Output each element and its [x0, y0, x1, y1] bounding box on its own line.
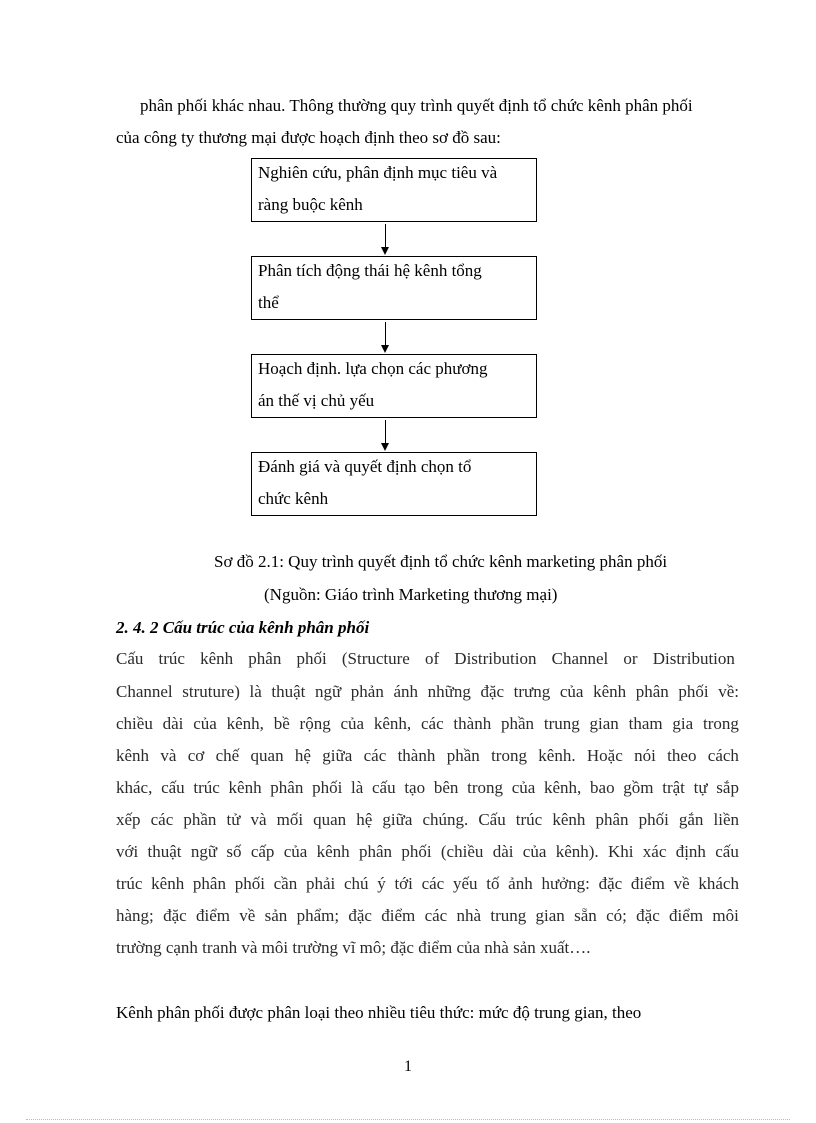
paragraph-word: nhà: [456, 906, 482, 925]
flow-step-3: [251, 354, 537, 418]
paragraph-word: struture): [182, 682, 240, 701]
paragraph-word: cấu: [161, 778, 185, 797]
flow-step-3-line-2: án thế vị chủ yếu: [258, 391, 375, 410]
paragraph-line: [116, 873, 739, 895]
paragraph-word: tạo: [404, 778, 426, 797]
paragraph-word: kênh: [552, 810, 586, 829]
paragraph-word: Cấu: [116, 649, 144, 668]
paragraph-line: [116, 648, 735, 670]
paragraph-word: theo: [667, 746, 697, 765]
paragraph-word: về: [239, 906, 256, 925]
paragraph-line: [116, 713, 739, 735]
paragraph-word: Channel: [551, 649, 609, 668]
paragraph-word: phân: [192, 874, 226, 893]
paragraph-word: kênh: [151, 874, 185, 893]
paragraph-word: tự: [693, 778, 708, 797]
paragraph-word: hệ: [356, 810, 373, 829]
flow-step-1-line-2: ràng buộc kênh: [258, 195, 363, 214]
paragraph-word: đặc: [480, 682, 505, 701]
paragraph-word: các: [150, 810, 174, 829]
paragraph-word: gian: [535, 906, 565, 925]
paragraph-line: [116, 841, 739, 863]
flow-step-1-line-1: Nghiên cứu, phân định mục tiêu và: [258, 163, 498, 182]
flow-arrow-3: [385, 420, 387, 451]
paragraph-word: phối: [638, 810, 669, 829]
paragraph-word: bên: [433, 778, 459, 797]
paragraph-word: xác: [642, 842, 667, 861]
paragraph-word: đặc: [348, 906, 372, 925]
paragraph-line: [116, 745, 739, 767]
paragraph-word: điểm: [669, 906, 704, 925]
paragraph-word: Distribution: [652, 649, 735, 668]
flow-arrow-2: [385, 322, 387, 353]
paragraph-word: số: [226, 842, 242, 861]
paragraph-word: phải: [305, 874, 336, 893]
footer-divider: [26, 1119, 790, 1120]
paragraph-word: là: [351, 778, 364, 797]
paragraph-word: chế: [215, 746, 240, 765]
paragraph-word: của: [559, 682, 584, 701]
paragraph-word: kênh,: [544, 778, 582, 797]
paragraph-word: trong: [702, 714, 739, 733]
paragraph-word: sắp: [716, 778, 739, 797]
paragraph-word: giữa: [322, 746, 353, 765]
paragraph-word: những: [427, 682, 471, 701]
paragraph-word: gian: [589, 714, 619, 733]
paragraph-word: phối: [401, 842, 432, 861]
paragraph-word: của: [283, 842, 308, 861]
paragraph-word: khác,: [116, 778, 153, 797]
paragraph-word: với: [116, 842, 139, 861]
paragraph-word: kênh: [228, 778, 262, 797]
paragraph-word: và: [250, 810, 267, 829]
paragraph-word: phẩm;: [296, 906, 340, 925]
intro-line-1: phân phối khác nhau. Thông thường quy trình quyết định tổ chức kênh phân phối: [140, 96, 693, 115]
paragraph-word: trúc: [193, 778, 220, 797]
paragraph-word: định: [675, 842, 706, 861]
paragraph-word: của: [193, 714, 217, 733]
paragraph-word: rộng: [299, 714, 331, 733]
paragraph-word: trúc: [158, 649, 185, 668]
paragraph-word: thuật: [271, 682, 306, 701]
paragraph-word: kênh,: [226, 714, 264, 733]
paragraph-word: (chiều: [440, 842, 484, 861]
paragraph-word: ảnh: [508, 874, 533, 893]
paragraph-word: quan: [250, 746, 284, 765]
paragraph-word: trung: [543, 714, 580, 733]
paragraph-word: trong: [491, 746, 527, 765]
paragraph-word: phối: [234, 874, 265, 893]
paragraph-word: kênh: [316, 842, 350, 861]
paragraph-word: trúc: [515, 810, 543, 829]
paragraph-word: or: [623, 649, 638, 668]
paragraph-word: giữa: [382, 810, 413, 829]
paragraph-word: điểm: [381, 906, 416, 925]
paragraph-word: trúc: [116, 874, 143, 893]
paragraph-word: sẵn: [574, 906, 597, 925]
page-number: 1: [404, 1058, 412, 1075]
paragraph-word: về:: [718, 682, 739, 701]
paragraph-word: kênh: [593, 682, 627, 701]
paragraph-word: phối: [296, 649, 327, 668]
paragraph-word: kênh: [116, 746, 150, 765]
paragraph-word: phân: [595, 810, 629, 829]
flow-arrow-1: [385, 224, 387, 255]
paragraph-word: cơ: [187, 746, 205, 765]
paragraph-word: thành: [453, 714, 492, 733]
paragraph-word: chúng.: [422, 810, 469, 829]
paragraph-word: chiều: [116, 714, 153, 733]
paragraph-word: trưng: [513, 682, 551, 701]
paragraph-word: hàng;: [116, 906, 154, 925]
paragraph-word: đặc: [163, 906, 187, 925]
paragraph-word: của: [340, 714, 365, 733]
paragraph-word: Hoặc: [586, 746, 623, 765]
paragraph-word: kênh).: [555, 842, 599, 861]
paragraph-word: phần: [446, 746, 480, 765]
paragraph-word: của: [511, 778, 536, 797]
paragraph-word: phân: [270, 778, 304, 797]
paragraph-word: khách: [698, 874, 739, 893]
paragraph-word: liền: [713, 810, 739, 829]
paragraph-word: yếu: [452, 874, 478, 893]
paragraph-word: Cấu: [478, 810, 506, 829]
paragraph-word: ánh: [393, 682, 418, 701]
paragraph-word: cấu: [715, 842, 739, 861]
paragraph-word: bề: [273, 714, 290, 733]
paragraph-word: dài: [162, 714, 184, 733]
paragraph-word: (Structure: [341, 649, 410, 668]
closing-line: Kênh phân phối được phân loại theo nhiều tiêu thức: mức độ trung gian, theo: [116, 1003, 642, 1022]
paragraph-word: trong: [467, 778, 503, 797]
paragraph-word: kênh: [200, 649, 234, 668]
paragraph-word: phối: [678, 682, 709, 701]
diagram-caption: Sơ đồ 2.1: Quy trình quyết định tổ chức kênh marketing phân phối: [214, 552, 668, 571]
paragraph-word: phản: [350, 682, 384, 701]
flow-step-2: [251, 256, 537, 320]
paragraph-word: thành: [397, 746, 436, 765]
paragraph-word: xếp: [116, 810, 141, 829]
paragraph-word: các: [424, 906, 448, 925]
paragraph-word: trung: [490, 906, 527, 925]
paragraph-word: Distribution: [454, 649, 537, 668]
paragraph-word: gắn: [678, 810, 704, 829]
paragraph-word: hệ: [294, 746, 311, 765]
paragraph-word: dài: [492, 842, 514, 861]
flow-step-2-line-2: thể: [258, 293, 279, 312]
paragraph-word: môi: [712, 906, 739, 925]
paragraph-word: của: [522, 842, 547, 861]
paragraph-word: kênh.: [538, 746, 576, 765]
paragraph-word: tới: [394, 874, 413, 893]
paragraph-word: quan: [313, 810, 347, 829]
paragraph-word: nói: [634, 746, 656, 765]
paragraph-word: các: [420, 714, 444, 733]
paragraph-word: ý: [377, 874, 386, 893]
paragraph-word: trật: [662, 778, 685, 797]
paragraph-word: bao: [590, 778, 615, 797]
paragraph-word: phân: [248, 649, 282, 668]
flow-step-3-line-1: Hoạch định. lựa chọn các phương: [258, 359, 488, 378]
paragraph-word: có;: [606, 906, 627, 925]
paragraph-word: phần: [501, 714, 535, 733]
paragraph-word: điểm: [195, 906, 230, 925]
paragraph-word: phân: [635, 682, 669, 701]
paragraph-word: các: [363, 746, 387, 765]
paragraph-word: phân: [358, 842, 393, 861]
paragraph-line: [116, 809, 739, 831]
paragraph-word: sản: [264, 906, 288, 925]
paragraph-word: về: [673, 874, 690, 893]
paragraph-word: cần: [273, 874, 298, 893]
paragraph-line: [116, 905, 739, 927]
paragraph-word: cấu: [372, 778, 396, 797]
paragraph-word: các: [421, 874, 445, 893]
paragraph-word: đặc: [598, 874, 623, 893]
paragraph-word: cách: [707, 746, 739, 765]
paragraph-word: điểm: [630, 874, 665, 893]
paragraph-word: thuật: [147, 842, 182, 861]
paragraph-word: phần: [183, 810, 217, 829]
flow-step-1: [251, 158, 537, 222]
flow-step-4-line-1: Đánh giá và quyết định chọn tổ: [258, 457, 472, 476]
paragraph-word: Channel: [116, 682, 173, 701]
paragraph-word: tham: [628, 714, 663, 733]
paragraph-line: [116, 681, 739, 703]
paragraph-line: [116, 777, 739, 799]
paragraph-word: mối: [276, 810, 304, 829]
paragraph-word: phối: [312, 778, 343, 797]
paragraph-word: là: [249, 682, 262, 701]
diagram-source: (Nguồn: Giáo trình Marketing thương mại): [264, 585, 558, 604]
paragraph-word: ngữ: [190, 842, 218, 861]
paragraph-word: chú: [343, 874, 369, 893]
paragraph-word: tử: [226, 810, 241, 829]
paragraph-word: hưởng:: [541, 874, 590, 893]
flow-step-4: [251, 452, 537, 516]
paragraph-word: kênh,: [373, 714, 412, 733]
paragraph-word: gồm: [623, 778, 654, 797]
intro-line-2: của công ty thương mại được hoạch định theo sơ đồ sau:: [116, 128, 501, 147]
paragraph-word: cấp: [250, 842, 275, 861]
paragraph-word: đặc: [636, 906, 660, 925]
paragraph-word: of: [424, 649, 440, 668]
section-heading: 2. 4. 2 Cấu trúc của kênh phân phối: [116, 618, 370, 637]
paragraph-word: gia: [672, 714, 694, 733]
paragraph-last-line: trường cạnh tranh và môi trường vĩ mô; đặc điểm của nhà sản xuất….: [116, 938, 591, 957]
flow-step-2-line-1: Phân tích động thái hệ kênh tổng: [258, 261, 482, 280]
paragraph-word: tố: [486, 874, 500, 893]
flow-step-4-line-2: chức kênh: [258, 489, 329, 508]
paragraph-word: và: [160, 746, 177, 765]
paragraph-word: Khi: [607, 842, 634, 861]
paragraph-word: ngữ: [314, 682, 342, 701]
